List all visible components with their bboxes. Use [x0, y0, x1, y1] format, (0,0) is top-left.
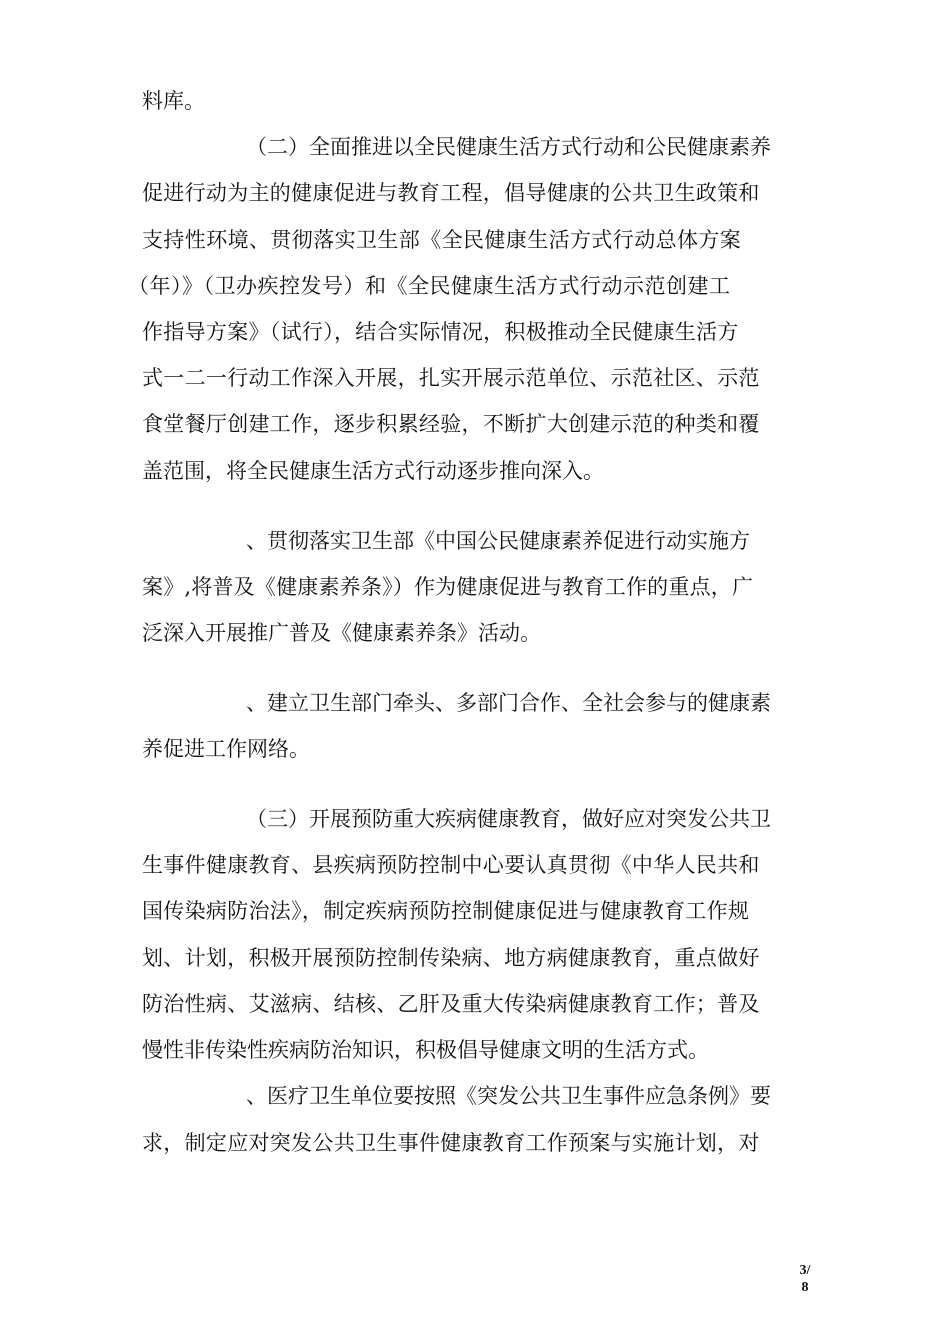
text-line: 慢性非传染性疾病防治知识，积极倡导健康文明的生活方式。: [142, 1038, 709, 1062]
page-number-current: 3/: [799, 1263, 811, 1278]
text-line: 养促进工作网络。: [142, 737, 310, 761]
page-number: [790, 1262, 820, 1296]
paragraph-first-line: （三）开展预防重大疾病健康教育，做好应对突发公共卫: [246, 807, 771, 831]
page-number-total: 8: [801, 1280, 809, 1295]
text-line: 防治性病、艾滋病、结核、乙肝及重大传染病健康教育工作；普及: [142, 992, 760, 1016]
paragraph-first-line: 、建立卫生部门牵头、多部门合作、全社会参与的健康素: [246, 691, 771, 715]
text-line: 作指导方案》（试行），结合实际情况，积极推动全民健康生活方: [142, 320, 739, 344]
text-line: 支持性环境、贯彻落实卫生部《全民健康生活方式行动总体方案: [142, 228, 742, 252]
text-line: 料库。: [142, 89, 205, 113]
text-line: 划、计划，积极开展预防控制传染病、地方病健康教育，重点做好: [142, 946, 760, 970]
text-line: （年）》（卫办疾控发号）和《全民健康生活方式行动示范创建工: [128, 274, 731, 298]
paragraph-first-line: 、贯彻落实卫生部《中国公民健康素养促进行动实施方: [246, 529, 750, 553]
paragraph-first-line: （二）全面推进以全民健康生活方式行动和公民健康素养: [246, 135, 771, 159]
text-line: 案》,将普及《健康素养条》）作为健康促进与教育工作的重点，广: [142, 575, 754, 599]
text-line: 式一二一行动工作深入开展，扎实开展示范单位、示范社区、示范: [142, 366, 760, 390]
text-line: 盖范围，将全民健康生活方式行动逐步推向深入。: [142, 459, 604, 483]
text-line: 求，制定应对突发公共卫生事件健康教育工作预案与实施计划，对: [142, 1131, 760, 1155]
text-line: 食堂餐厅创建工作，逐步积累经验，不断扩大创建示范的种类和覆: [142, 412, 760, 436]
paragraph-first-line: 、医疗卫生单位要按照《突发公共卫生事件应急条例》要: [246, 1084, 771, 1108]
text-line: 促进行动为主的健康促进与教育工程，倡导健康的公共卫生政策和: [142, 181, 760, 205]
text-line: 生事件健康教育、县疾病预防控制中心要认真贯彻《中华人民共和: [142, 853, 760, 877]
text-line: 国传染病防治法》，制定疾病预防控制健康促进与健康教育工作规: [142, 899, 750, 923]
text-line: 泛深入开展推广普及《健康素养条》活动。: [142, 621, 541, 645]
